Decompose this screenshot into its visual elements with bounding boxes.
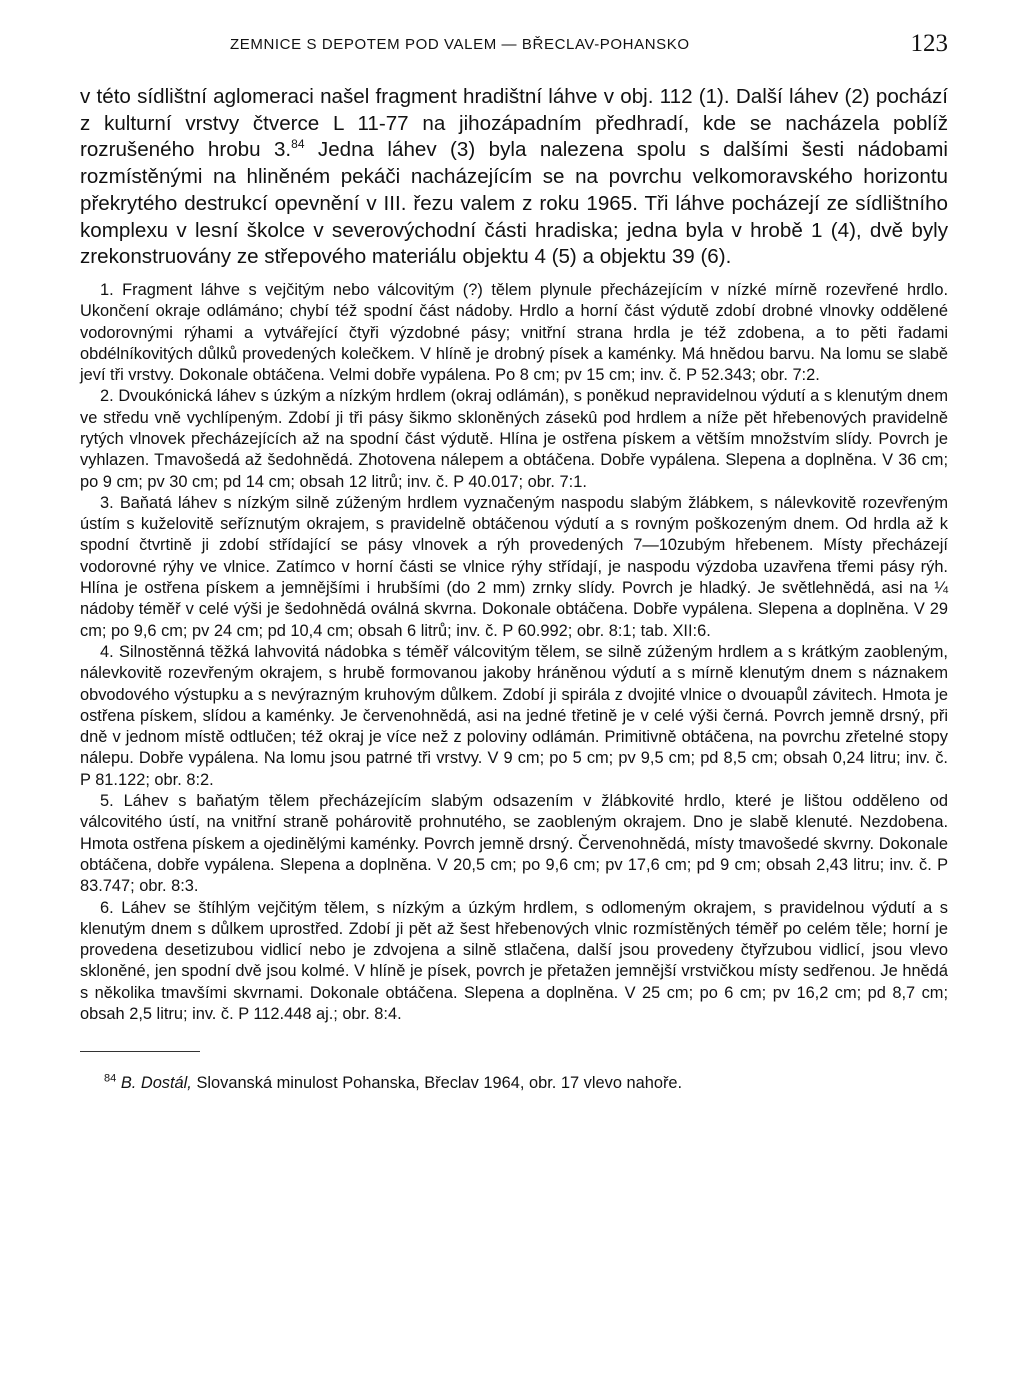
footnote-divider bbox=[80, 1051, 200, 1052]
intro-text-part-1: v této sídlištní aglomeraci našel fragment hradištní láhve v obj. 112 (1). Další láhev (2) pochází z kulturní vrstvy čtverce L 11-77 na jihozápadním předhradí, kde se nacházela poblíž rozrušeného hrobu 3. bbox=[80, 85, 948, 162]
running-title: ZEMNICE S DEPOTEM POD VALEM — BŘECLAV-POHANSKO bbox=[230, 36, 690, 53]
footnote-details: , Břeclav 1964, obr. 17 vlevo nahoře. bbox=[415, 1074, 683, 1093]
catalogue-entry-5: 5. Láhev s baňatým tělem přecházejícím slabým odsazením v žlábkovité hrdlo, které je lištou odděleno od válcovitého ústí, na vnitřní straně pohárovitě prohnutého, se zaobleným okrajem. Dno je slabě klenuté. Nezdobena. Hmota ostřena pískem a ojedinělými kaménky. Povrch jemně drsný. Červenohnědá, místy tmavošedé skvrny. Dokonale obtáčena, dobře vypálena. Slepena a doplněna. V 20,5 cm; po 9,6 cm; pv 17,6 cm; pd 9 cm; obsah 2,43 litru; inv. č. P 83.747; obr. 8:3. bbox=[80, 792, 948, 896]
catalogue-entry-3: 3. Baňatá láhev s nízkým silně zúženým hrdlem vyznačeným naspodu slabým žlábkem, s nálevkovitě rozevřeným ústím s kuželovitě seříznutým okrajem, s pravidelně obtáčenou výdutí a s rovným poškozeným dnem. Od hrdla až k spodní čtvrtině ji zdobí střídající se pásy vlnovek a rýh provedených 7—10zubým hřebenem. Místy přecházejí vodorovné rýhy ve vlnice. Zatímco v horní části se vlnice rýhy střídají, je naspodu výzdoba uzavřena třemi pásy rýh. Hlína je ostřena pískem a jemnějšími i hrubšími (do 2 mm) zrnky slídy. Povrch je hladký. Je světlehnědá, asi na ¼ nádoby téměř v celé výši je šedohnědá oválná skvrna. Dokonale obtáčena. Dobře vypálena. Slepena a doplněna. V 29 cm; po 9,6 cm; pv 24 cm; pd 10,4 cm; obsah 6 litrů; inv. č. P 60.992; obr. 8:1; tab. XII:6. bbox=[80, 493, 948, 640]
footnote-reference: 84 bbox=[291, 137, 305, 152]
catalogue-entry-4: 4. Silnostěnná těžká lahvovitá nádobka s téměř válcovitým tělem, se silně zúženým hrdlem a s krátkým zaobleným, nálevkovitě rozevřeným okrajem, s hrubě formovanou jakoby hráněnou výdutí a s mírně klenutým dnem s náznakem obvodového výstupku a s nevýrazným kruhovým důlkem. Zdobí ji spirála z dvojité vlnice o dvouapůl závitech. Hmota je ostřena pískem, slídou a kaménky. Je červenohnědá, asi na jedné třetině je v celé výši černá. Povrch jemně drsný, při dně v jednom místě odtlučen; též okraj je více než z poloviny odlámán. Primitivně obtáčena, na povrchu zřetelné stopy nálepu. Dobře vypálena. Na lomu jsou patrné tři vrstvy. V 9 cm; po 5 cm; pv 9,5 cm; pd 8,5 cm; obsah 0,24 litru; inv. č. P 81.122; obr. 8:2. bbox=[80, 642, 948, 789]
document-page bbox=[80, 30, 948, 1094]
page-number: 123 bbox=[910, 30, 948, 57]
catalogue-entry-2: 2. Dvoukónická láhev s úzkým a nízkým hrdlem (okraj odlámán), s poněkud nepravidelnou výdutí a s klenutým dnem ve středu vně vychlípeným. Zdobí ji tři pásy šikmo skloněných zásekû pod hrdlem a níže pět hřebenových pravidelně rytých vlnovek přecházejících až na spodní část výdutě. Hlína je ostřena pískem a větším množstvím slídy. Povrch je vyhlazen. Tmavošedá až šedohnědá. Zhotovena nálepem a obtáčena. Dobře vypálena. Slepena a doplněna. V 36 cm; po 9 cm; pv 30 cm; pd 14 cm; obsah 12 litrů; inv. č. P 40.017; obr. 7:1. bbox=[80, 387, 948, 491]
footnote-title: Slovanská minulost Pohanska bbox=[196, 1074, 416, 1093]
catalogue-entry-6: 6. Láhev se štíhlým vejčitým tělem, s nízkým a úzkým hrdlem, s odlomeným okrajem, s pravidelnou výdutí a s klenutým dnem s důlkem uprostřed. Zdobí ji pět až šest hřebenových vlnic rozmístěných téměř po celém těle; horní je provedena desetizubou vidlicí nebo je zdvojena a silně stlačena, další jsou provedeny čtyřzubou vidlicí, jsou vlevo skloněné, jen spodní dvě jsou kolmé. V hlíně je písek, povrch je přetažen jemnější vrstvičkou místy sedřenou. Je hnědá s několika tmavšími skvrnami. Dokonale obtáčena. Slepena a doplněna. V 25 cm; po 6 cm; pv 16,2 cm; pd 8,7 cm; obsah 2,5 litru; inv. č. P 112.448 aj.; obr. 8:4. bbox=[80, 898, 948, 1024]
footnote bbox=[80, 1073, 948, 1094]
footnote-number: 84 bbox=[104, 1072, 117, 1085]
running-head bbox=[80, 30, 948, 60]
intro-text-part-2: Jedna láhev (3) byla nalezena spolu s dalšími šesti nádobami rozmístěnými na hliněném pekáči nacházejícím se na povrchu velkomoravského horizontu překrytého destrukcí opevnění v III. řezu valem z roku 1965. Tři láhve pocházejí ze sídlištního komplexu v lesní školce v severovýchodní části hradiska; jedna byla v hrobě 1 (4), dvě byly zrekonstruovány ze střepového materiálu objektu 4 (5) a objektu 39 (6). bbox=[80, 138, 948, 269]
intro-paragraph bbox=[80, 84, 948, 271]
footnote-author: B. Dostál, bbox=[120, 1074, 192, 1093]
catalogue-entry-1: 1. Fragment láhve s vejčitým nebo válcovitým (?) tělem plynule přecházejícím v nízké mírně rozevřené hrdlo. Ukončení okraje odlámáno; chybí též spodní část nádoby. Hrdlo a horní část výdutě zdobí drobné vlnovky oddělené vodorovnými rýhami a vytvářející čtyři výzdobné pásy; vnitřní strana hrdla je též zdobena, a to pěti řadami obdélníkovitých důlků provedených kolečkem. V hlíně je drobný písek a kaménky. Má hnědou barvu. Na lomu se slabě jeví tři vrstvy. Dokonale obtáčena. Velmi dobře vypálena. Po 8 cm; pv 15 cm; inv. č. P 52.343; obr. 7:2. bbox=[80, 280, 948, 385]
catalogue-list bbox=[80, 280, 948, 1025]
